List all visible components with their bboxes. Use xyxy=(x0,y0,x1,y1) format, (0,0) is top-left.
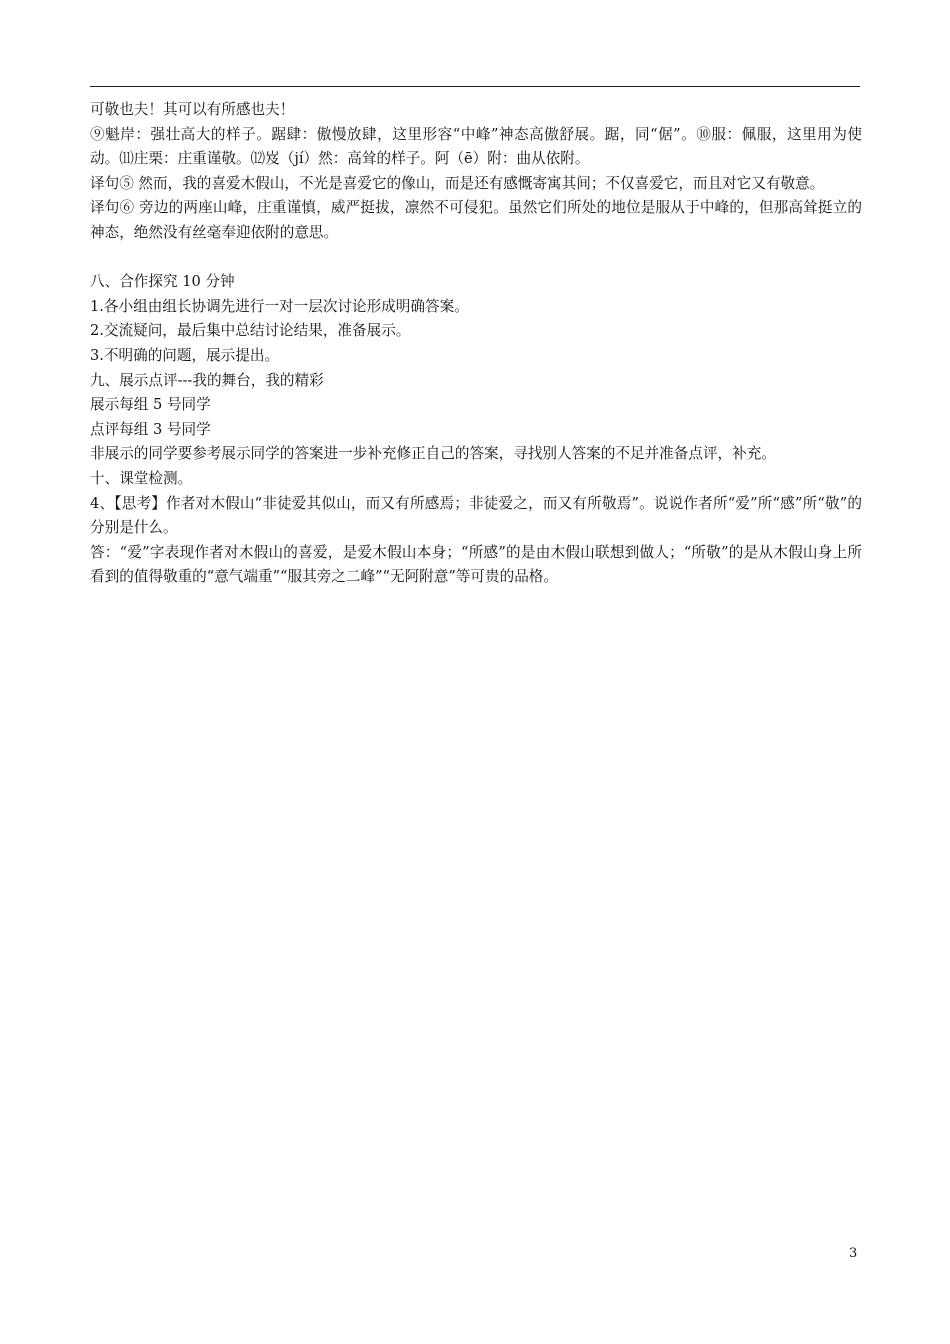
translation-paragraph: 译句⑥ 旁边的两座山峰，庄重谨慎，威严挺拔，凛然不可侵犯。虽然它们所处的地位是服从于中峰的，但那高耸挺立的神态，绝然没有丝毫奉迎依附的意思。 xyxy=(90,199,862,241)
section-heading: 九、展示点评---我的舞台，我的精彩 xyxy=(90,371,324,389)
list-item: 1.各小组由组长协调先进行一对一层次讨论形成明确答案。 xyxy=(90,297,469,315)
text-line: 可敬也夫！其可以有所感也夫！ xyxy=(90,101,295,118)
section-heading: 八、合作探究 10 分钟 xyxy=(90,273,235,291)
section-heading: 十、课堂检测。 xyxy=(90,469,193,487)
footnote-paragraph: ⑨魁岸：强壮高大的样子。踞肆：傲慢放肆，这里形容“中峰”神态高傲舒展。踞，同“倨”。⑩服：佩服，这里用为使动。⑾庄栗：庄重谨敬。⑿岌（jí）然：高耸的样子。阿（ē）附：曲从依附。 xyxy=(90,125,862,168)
page-number: 3 xyxy=(849,1246,858,1261)
blank-line xyxy=(90,246,862,271)
document-body xyxy=(90,98,862,590)
translation-paragraph: 译句⑤ 然而，我的喜爱木假山，不光是喜爱它的像山，而是还有感慨寄寓其间；不仅喜爱它，而且对它又有敬意。 xyxy=(90,174,825,192)
text-line: 点评每组 3 号同学 xyxy=(90,420,211,438)
list-item: 3.不明确的问题，展示提出。 xyxy=(90,346,280,364)
question-paragraph: 4、【思考】作者对木假山“非徒爱其似山，而又有所感焉；非徒爱之，而又有所敬焉”。说说作者所“爱”所“感”所“敬”的分别是什么。 xyxy=(90,494,862,537)
answer-paragraph: 答：“爱”字表现作者对木假山的喜爱，是爱木假山本身；“所感”的是由木假山联想到做人；“所敬”的是从木假山身上所看到的值得敬重的“意气端重”“服其旁之二峰”“无阿附意”等可贵的品格。 xyxy=(90,543,862,586)
header-rule xyxy=(90,86,860,87)
list-item: 2.交流疑问，最后集中总结讨论结果，准备展示。 xyxy=(90,322,411,340)
text-paragraph: 非展示的同学要参考展示同学的答案进一步补充修正自己的答案，寻找别人答案的不足并准备点评，补充。 xyxy=(90,445,776,463)
text-line: 展示每组 5 号同学 xyxy=(90,396,211,414)
